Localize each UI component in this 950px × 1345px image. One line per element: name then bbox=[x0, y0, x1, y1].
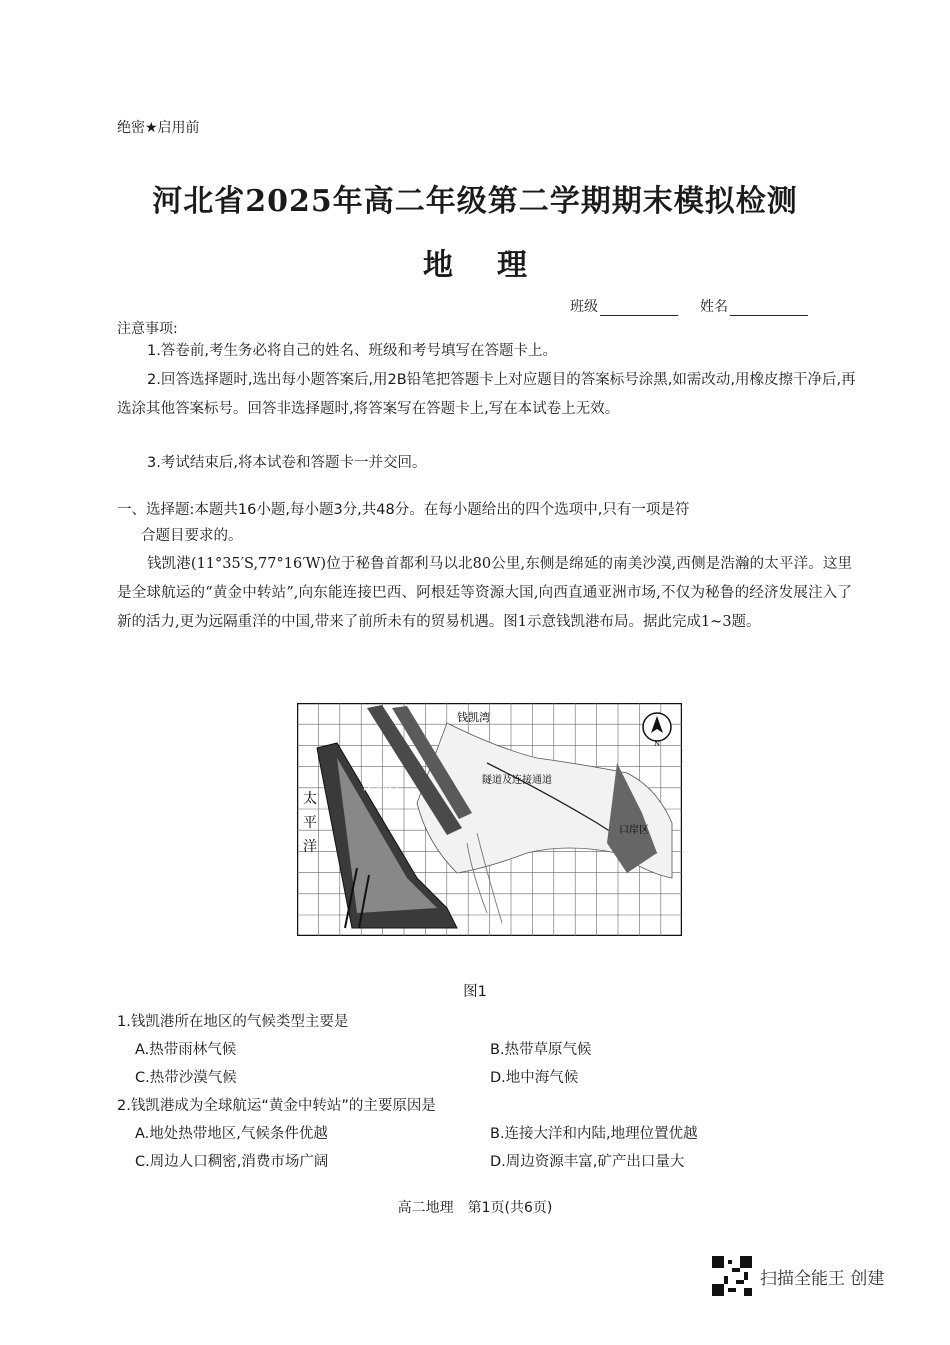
confidential-label: 绝密★启用前 bbox=[117, 120, 200, 136]
name-blank-line bbox=[730, 301, 808, 316]
question-2-option-d: D.周边资源丰富,矿产出口量大 bbox=[490, 1154, 685, 1170]
subject-title bbox=[0, 240, 950, 284]
question-1-option-b: B.热带草原气候 bbox=[490, 1042, 592, 1058]
scanner-watermark bbox=[712, 1256, 884, 1296]
subject-char-1: 地 bbox=[423, 248, 453, 283]
question-1-option-c: C.热带沙漠气候 bbox=[135, 1070, 237, 1086]
class-blank-line bbox=[600, 301, 678, 316]
question-1-option-a: A.热带雨林气候 bbox=[135, 1042, 237, 1058]
compass-n-label: N bbox=[653, 740, 661, 748]
question-2-option-a: A.地处热带地区,气候条件优越 bbox=[135, 1126, 328, 1142]
page-footer: 高二地理 第1页(共6页) bbox=[397, 1200, 553, 1216]
notice-item-1: 1.答卷前,考生务必将自己的姓名、班级和考号填写在答题卡上。 bbox=[147, 343, 557, 359]
question-1-stem: 1.钱凯港所在地区的气候类型主要是 bbox=[117, 1014, 349, 1030]
exam-title: 河北省2025年高二年级第二学期期末模拟检测 bbox=[152, 184, 798, 219]
section-heading bbox=[117, 497, 857, 549]
question-2-stem: 2.钱凯港成为全球航运“黄金中转站”的主要原因是 bbox=[117, 1098, 436, 1114]
class-label: 班级 bbox=[570, 299, 598, 315]
label-ocean-2: 平 bbox=[303, 815, 317, 831]
label-ocean-3: 洋 bbox=[303, 839, 317, 855]
question-1-option-d: D.地中海气候 bbox=[490, 1070, 579, 1086]
label-jetty: 钱凯码头 bbox=[362, 782, 402, 793]
label-tunnel: 隧道及连接通道 bbox=[482, 775, 552, 786]
label-bay: 钱凯湾 bbox=[457, 711, 490, 724]
section-heading-line-2: 合题目要求的。 bbox=[141, 528, 243, 544]
question-2-option-c: C.周边人口稠密,消费市场广阔 bbox=[135, 1154, 329, 1170]
passage-text: 钱凯港(11°35′S,77°16′W)位于秘鲁首都利马以北80公里,东侧是绵延的南美沙漠,西侧是浩瀚的太平洋。这里是全球航运的“黄金中转站”,向东能连接巴西、阿根廷等资源大国,向西直通亚洲市场,不仅为秘鲁的经济发展注入了新的活力,更为远隔重洋的中国,带来了前所未有的贸易机遇。图1示意钱凯港布局。据此完成1~3题。 bbox=[117, 556, 852, 630]
notice-heading: 注意事项: bbox=[117, 321, 178, 337]
label-entrance: 口岸区 bbox=[619, 825, 649, 836]
qr-code-icon bbox=[712, 1256, 752, 1296]
notice-item-2: 2.回答选择题时,选出每小题答案后,用2B铅笔把答题卡上对应题目的答案标号涂黑,如需改动,用橡皮擦干净后,再选涂其他答案标号。回答非选择题时,将答案写在答题卡上,写在本试卷上无效。 bbox=[117, 372, 856, 417]
port-layout-map bbox=[297, 703, 682, 936]
notice-item-3: 3.考试结束后,将本试卷和答题卡一并交回。 bbox=[147, 455, 427, 471]
question-2-option-b: B.连接大洋和内陆,地理位置优越 bbox=[490, 1126, 698, 1142]
class-field bbox=[570, 296, 678, 316]
scanner-watermark-text: 扫描全能王 创建 bbox=[760, 1268, 885, 1289]
name-label: 姓名 bbox=[700, 299, 728, 315]
label-ocean-1: 太 bbox=[303, 791, 317, 807]
section-heading-line-1: 一、选择题:本题共16小题,每小题3分,共48分。在每小题给出的四个选项中,只有一项是符 bbox=[117, 502, 690, 518]
figure-caption: 图1 bbox=[463, 984, 487, 1000]
name-field bbox=[700, 296, 808, 316]
subject-char-2: 理 bbox=[497, 248, 527, 283]
